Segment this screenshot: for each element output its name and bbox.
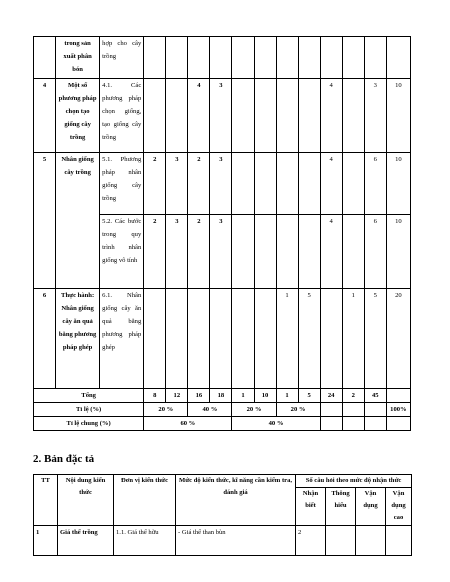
total-cell: 5 (298, 389, 320, 403)
row-number: 5 (34, 153, 56, 289)
header-apply-high: Vận dụng cao (386, 488, 412, 526)
total-cell: 8 (144, 389, 166, 403)
header-content: Nội dung kiến thức (58, 475, 114, 526)
value-cell (144, 79, 166, 153)
total-row (34, 389, 411, 403)
header-recognize: Nhận biết (296, 488, 326, 526)
value-cell: 2 (188, 153, 210, 215)
ratio-row (34, 403, 411, 417)
header-level: Mức độ kiến thức, kĩ năng cần kiểm tra, đánh giá (176, 475, 296, 526)
ratio-cell: 20 % (276, 403, 320, 417)
total-cell: 45 (364, 389, 386, 403)
value-cell (254, 79, 276, 153)
unit-cell: 1.1. Giá thể hữu (114, 526, 176, 556)
ratio-total-row (34, 417, 411, 431)
total-cell: 18 (210, 389, 232, 403)
row-number: 1 (34, 526, 58, 556)
header-unit: Đơn vị kiến thức (114, 475, 176, 526)
value-cell (320, 289, 342, 389)
content-cell: 5.1. Phương pháp nhân giống cây trồng (100, 153, 144, 215)
topic-cell: trong sản xuất phân bón (56, 37, 100, 79)
value-cell: 3 (166, 153, 188, 215)
value-cell (342, 79, 364, 153)
total-label: Tổng (34, 389, 144, 403)
ratio-cell: 20 % (144, 403, 188, 417)
value-cell: 5 (298, 289, 320, 389)
table-row (34, 153, 411, 215)
value-cell (166, 79, 188, 153)
ratio-cell: 40 % (188, 403, 232, 417)
ratio-cell: 100% (386, 403, 410, 417)
value-cell (232, 79, 254, 153)
table-row (34, 526, 412, 556)
row-number: 6 (34, 289, 56, 389)
value-cell: 6 (364, 215, 386, 289)
value-cell: 3 (364, 79, 386, 153)
value-cell (276, 153, 298, 215)
total-cell: 12 (166, 389, 188, 403)
value-cell: 6 (364, 153, 386, 215)
total-cell: 2 (342, 389, 364, 403)
value-cell (254, 289, 276, 389)
value-cell (298, 153, 320, 215)
value-cell (210, 289, 232, 389)
value-cell: 2 (188, 215, 210, 289)
topic-cell: Nhân giống cây trồng (56, 153, 100, 289)
value-cell: 4 (320, 79, 342, 153)
ratio-total-cell: 60 % (144, 417, 232, 431)
header-tt: TT (34, 475, 58, 526)
ratio-label: Tỉ lệ (%) (34, 403, 144, 417)
value-cell (298, 215, 320, 289)
value-cell: 1 (276, 289, 298, 389)
value-cell: 10 (386, 79, 410, 153)
content-cell: Giá thể trồng (58, 526, 114, 556)
ratio-cell: 20 % (232, 403, 276, 417)
value-cell: 3 (210, 153, 232, 215)
header-question-count: Số câu hỏi theo mức độ nhận thức (296, 475, 412, 488)
header-understand: Thông hiểu (326, 488, 356, 526)
value-cell: 20 (386, 289, 410, 389)
value-cell: 4 (320, 153, 342, 215)
value-cell: 10 (386, 215, 410, 289)
value-cell (298, 79, 320, 153)
value-cell (342, 215, 364, 289)
table-row (34, 79, 411, 153)
ratio-total-cell: 40 % (232, 417, 320, 431)
value-cell (188, 289, 210, 389)
value-cell (144, 289, 166, 389)
value-cell: 2 (144, 215, 166, 289)
value-cell: 3 (210, 215, 232, 289)
total-cell: 1 (276, 389, 298, 403)
total-cell: 1 (232, 389, 254, 403)
value-cell (232, 289, 254, 389)
topic-cell: Một số phương pháp chọn tạo giống cây trồng (56, 79, 100, 153)
total-cell: 24 (320, 389, 342, 403)
section-heading: 2. Bản đặc tả (33, 453, 95, 465)
content-cell: 6.1. Nhân giống cây ăn quả bằng phương pháp ghép (100, 289, 144, 389)
spec-table (33, 474, 412, 556)
ratio-total-label: Tỉ lệ chung (%) (34, 417, 144, 431)
value-cell (254, 153, 276, 215)
value-cell: 10 (386, 153, 410, 215)
matrix-table (33, 36, 411, 431)
value-cell (166, 289, 188, 389)
value-cell: 3 (166, 215, 188, 289)
content-cell: 4.1. Các phương pháp chọn giống, tạo giống cây trồng (100, 79, 144, 153)
value-cell: 2 (296, 526, 326, 556)
value-cell (232, 153, 254, 215)
value-cell (254, 215, 276, 289)
content-cell: 5.2. Các bước trong quy trình nhân giống vô tính (100, 215, 144, 289)
value-cell: 5 (364, 289, 386, 389)
total-cell: 10 (254, 389, 276, 403)
table-row (34, 289, 411, 389)
total-cell: 16 (188, 389, 210, 403)
value-cell (342, 153, 364, 215)
content-cell: hợp cho cây trồng (100, 37, 144, 79)
value-cell: 2 (144, 153, 166, 215)
header-apply: Vận dụng (356, 488, 386, 526)
value-cell: 1 (342, 289, 364, 389)
value-cell (276, 215, 298, 289)
header-row (34, 475, 412, 488)
value-cell (232, 215, 254, 289)
row-number: 4 (34, 79, 56, 153)
table-row-continued (34, 37, 411, 79)
value-cell: 3 (210, 79, 232, 153)
value-cell: 4 (188, 79, 210, 153)
total-cell (386, 389, 410, 403)
level-cell: - Giá thể than bùn (176, 526, 296, 556)
value-cell (276, 79, 298, 153)
topic-cell: Thực hành: Nhân giống cây ăn quả bằng phương pháp ghép (56, 289, 100, 389)
value-cell: 4 (320, 215, 342, 289)
